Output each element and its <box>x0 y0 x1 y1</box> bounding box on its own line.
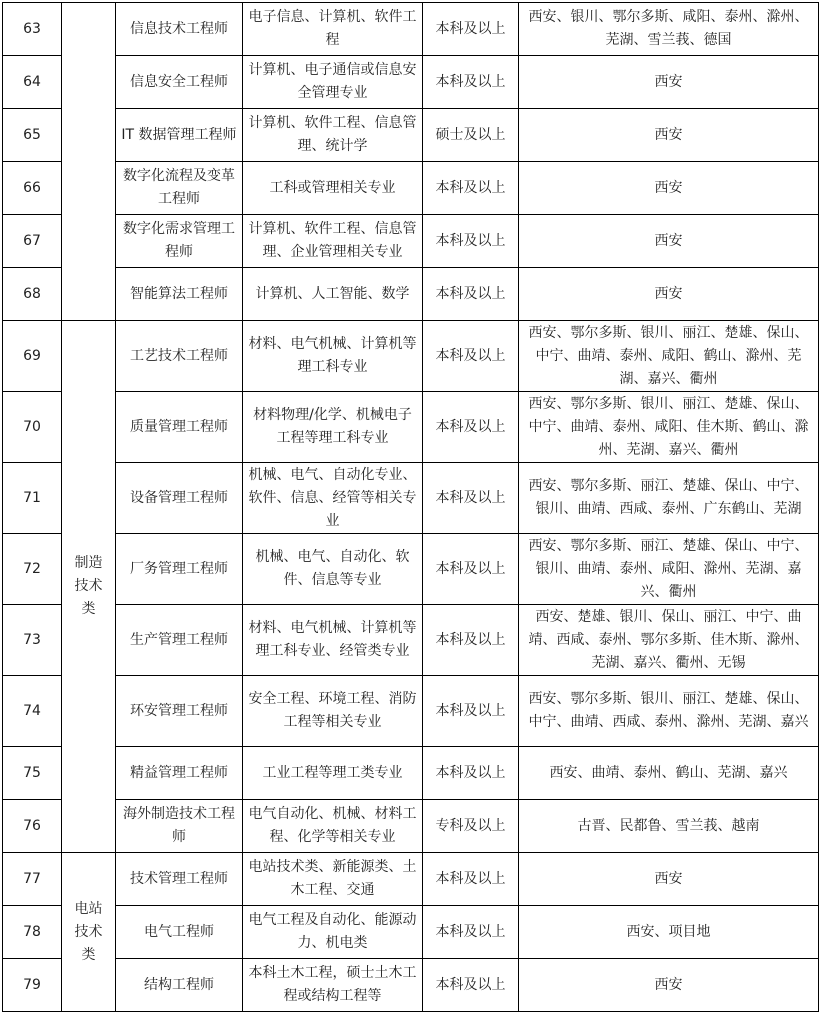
major-cell: 计算机、电子通信或信息安全管理专业 <box>243 56 423 109</box>
table-row <box>3 747 819 800</box>
table-row <box>3 906 819 959</box>
table-row <box>3 605 819 676</box>
position-cell: 生产管理工程师 <box>116 605 243 676</box>
location-cell: 西安、楚雄、银川、保山、丽江、中宁、曲靖、西咸、泰州、鄂尔多斯、佳木斯、滁州、芜湖、嘉兴、衢州、无锡 <box>519 605 819 676</box>
education-cell: 本科及以上 <box>423 534 519 605</box>
table-row <box>3 853 819 906</box>
location-cell: 西安、鄂尔多斯、丽江、楚雄、保山、中宁、银川、曲靖、西咸、泰州、广东鹤山、芜湖 <box>519 463 819 534</box>
position-cell: 设备管理工程师 <box>116 463 243 534</box>
education-cell: 专科及以上 <box>423 800 519 853</box>
location-cell: 西安、鄂尔多斯、丽江、楚雄、保山、中宁、银川、曲靖、泰州、咸阳、滁州、芜湖、嘉兴、衢州 <box>519 534 819 605</box>
table-row <box>3 959 819 1012</box>
position-cell: 信息安全工程师 <box>116 56 243 109</box>
major-cell: 材料物理/化学、机械电子工程等理工科专业 <box>243 392 423 463</box>
position-cell: 海外制造技术工程师 <box>116 800 243 853</box>
location-cell: 西安、银川、鄂尔多斯、咸阳、泰州、滁州、芜湖、雪兰莪、德国 <box>519 3 819 56</box>
major-cell: 安全工程、环境工程、消防工程等相关专业 <box>243 676 423 747</box>
position-cell: 技术管理工程师 <box>116 853 243 906</box>
position-cell: 数字化需求管理工程师 <box>116 215 243 268</box>
category-cell-blank <box>62 3 116 321</box>
education-cell: 本科及以上 <box>423 747 519 800</box>
location-cell: 西安、项目地 <box>519 906 819 959</box>
education-cell: 本科及以上 <box>423 56 519 109</box>
position-cell: 精益管理工程师 <box>116 747 243 800</box>
major-cell: 材料、电气机械、计算机等理工科专业 <box>243 321 423 392</box>
education-cell: 本科及以上 <box>423 3 519 56</box>
row-number: 74 <box>3 676 62 747</box>
education-cell: 本科及以上 <box>423 463 519 534</box>
major-cell: 工科或管理相关专业 <box>243 162 423 215</box>
category-cell <box>62 853 116 1012</box>
location-cell: 西安、鄂尔多斯、银川、丽江、楚雄、保山、中宁、曲靖、泰州、咸阳、鹤山、滁州、芜湖、嘉兴、衢州 <box>519 321 819 392</box>
category-label: 电站技术类 <box>74 900 103 963</box>
position-cell: IT 数据管理工程师 <box>116 109 243 162</box>
major-cell: 机械、电气、自动化、软件、信息等专业 <box>243 534 423 605</box>
major-cell: 电子信息、计算机、软件工程 <box>243 3 423 56</box>
row-number: 64 <box>3 56 62 109</box>
row-number: 70 <box>3 392 62 463</box>
education-cell: 本科及以上 <box>423 959 519 1012</box>
major-cell: 本科土木工程，硕士土木工程或结构工程等 <box>243 959 423 1012</box>
major-cell: 电气工程及自动化、能源动力、机电类 <box>243 906 423 959</box>
table-row <box>3 392 819 463</box>
major-cell: 材料、电气机械、计算机等理工科专业、经管类专业 <box>243 605 423 676</box>
location-cell: 西安 <box>519 56 819 109</box>
row-number: 72 <box>3 534 62 605</box>
education-cell: 本科及以上 <box>423 906 519 959</box>
row-number: 76 <box>3 800 62 853</box>
education-cell: 本科及以上 <box>423 215 519 268</box>
position-cell: 智能算法工程师 <box>116 268 243 321</box>
education-cell: 本科及以上 <box>423 162 519 215</box>
table-row <box>3 3 819 56</box>
position-cell: 结构工程师 <box>116 959 243 1012</box>
location-cell: 西安 <box>519 215 819 268</box>
major-cell: 电站技术类、新能源类、土木工程、交通 <box>243 853 423 906</box>
table-row <box>3 109 819 162</box>
major-cell: 工业工程等理工类专业 <box>243 747 423 800</box>
row-number: 73 <box>3 605 62 676</box>
row-number: 66 <box>3 162 62 215</box>
category-label: 制造技术类 <box>74 555 103 617</box>
location-cell: 西安 <box>519 109 819 162</box>
location-cell: 西安、曲靖、泰州、鹤山、芜湖、嘉兴 <box>519 747 819 800</box>
education-cell: 硕士及以上 <box>423 109 519 162</box>
location-cell: 西安 <box>519 268 819 321</box>
education-cell: 本科及以上 <box>423 268 519 321</box>
major-cell: 计算机、人工智能、数学 <box>243 268 423 321</box>
table-row <box>3 162 819 215</box>
job-positions-table <box>2 2 819 1012</box>
education-cell: 本科及以上 <box>423 392 519 463</box>
table-row <box>3 676 819 747</box>
row-number: 67 <box>3 215 62 268</box>
table-row <box>3 321 819 392</box>
table-row <box>3 268 819 321</box>
table-row <box>3 215 819 268</box>
major-cell: 计算机、软件工程、信息管理、统计学 <box>243 109 423 162</box>
position-cell: 工艺技术工程师 <box>116 321 243 392</box>
position-cell: 环安管理工程师 <box>116 676 243 747</box>
row-number: 78 <box>3 906 62 959</box>
table-row <box>3 800 819 853</box>
table-row <box>3 534 819 605</box>
education-cell: 本科及以上 <box>423 605 519 676</box>
education-cell: 本科及以上 <box>423 853 519 906</box>
major-cell: 机械、电气、自动化专业、软件、信息、经管等相关专业 <box>243 463 423 534</box>
location-cell: 古晋、民都鲁、雪兰莪、越南 <box>519 800 819 853</box>
location-cell: 西安、鄂尔多斯、银川、丽江、楚雄、保山、中宁、曲靖、泰州、咸阳、佳木斯、鹤山、滁州、芜湖、嘉兴、衢州 <box>519 392 819 463</box>
major-cell: 计算机、软件工程、信息管理、企业管理相关专业 <box>243 215 423 268</box>
row-number: 63 <box>3 3 62 56</box>
row-number: 75 <box>3 747 62 800</box>
position-cell: 质量管理工程师 <box>116 392 243 463</box>
row-number: 77 <box>3 853 62 906</box>
major-cell: 电气自动化、机械、材料工程、化学等相关专业 <box>243 800 423 853</box>
row-number: 71 <box>3 463 62 534</box>
location-cell: 西安 <box>519 853 819 906</box>
location-cell: 西安 <box>519 162 819 215</box>
position-cell: 数字化流程及变革工程师 <box>116 162 243 215</box>
location-cell: 西安、鄂尔多斯、银川、丽江、楚雄、保山、中宁、曲靖、西咸、泰州、滁州、芜湖、嘉兴 <box>519 676 819 747</box>
position-cell: 电气工程师 <box>116 906 243 959</box>
location-cell: 西安 <box>519 959 819 1012</box>
category-cell <box>62 321 116 853</box>
table-row <box>3 56 819 109</box>
education-cell: 本科及以上 <box>423 676 519 747</box>
row-number: 79 <box>3 959 62 1012</box>
position-cell: 厂务管理工程师 <box>116 534 243 605</box>
education-cell: 本科及以上 <box>423 321 519 392</box>
row-number: 68 <box>3 268 62 321</box>
table-row <box>3 463 819 534</box>
row-number: 65 <box>3 109 62 162</box>
position-cell: 信息技术工程师 <box>116 3 243 56</box>
row-number: 69 <box>3 321 62 392</box>
